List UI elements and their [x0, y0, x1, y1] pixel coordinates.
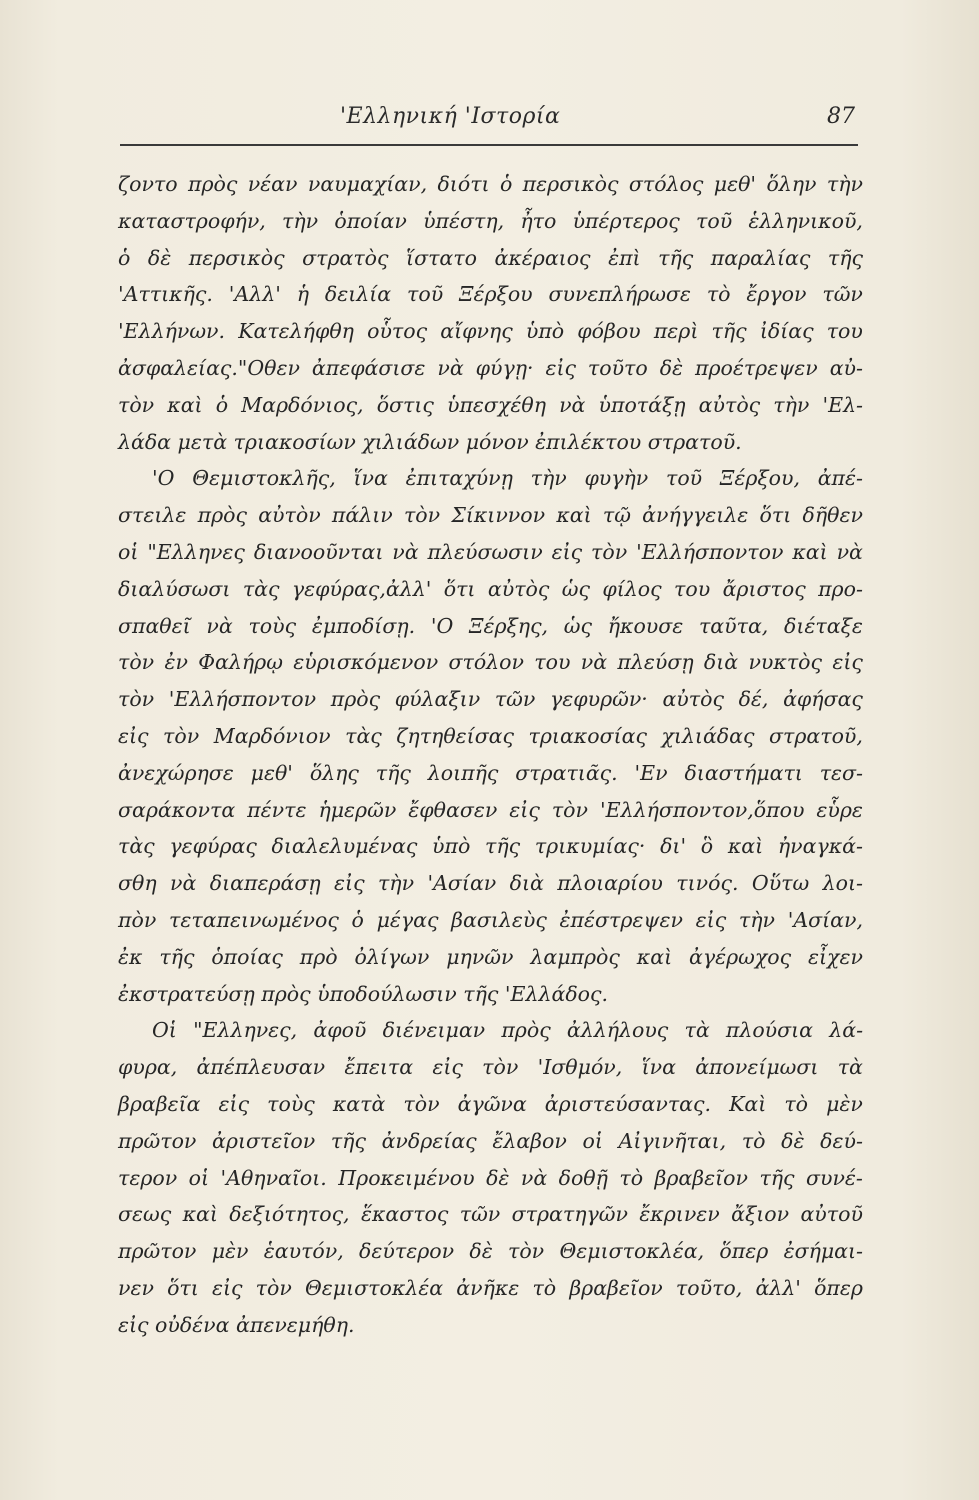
text-line: διαλύσωσι τὰς γεφύρας,ἀλλ' ὅτι αὐτὸς ὡς φίλος του ἄριστος προ-: [118, 576, 863, 601]
text-line: τερον οἱ 'Αθηναῖοι. Προκειμένου δὲ νὰ δοθῇ τὸ βραβεῖον τῆς συνέ-: [118, 1165, 863, 1190]
text-line: βραβεῖα εἰς τοὺς κατὰ τὸν ἀγῶνα ἀριστεύσαντας. Καὶ τὸ μὲν: [118, 1091, 863, 1116]
running-header: [340, 104, 855, 140]
text-line: τὰς γεφύρας διαλελυμένας ὑπὸ τῆς τρικυμίας· δι' ὃ καὶ ἠναγκά-: [118, 834, 863, 859]
text-line: φυρα, ἀπέπλευσαν ἔπειτα εἰς τὸν 'Ισθμόν, ἵνα ἀπονείμωσι τὰ: [118, 1055, 863, 1080]
text-line: εἰς τὸν Μαρδόνιον τὰς ζητηθείσας τριακοσίας χιλιάδας στρατοῦ,: [118, 723, 863, 748]
running-title: 'Ελληνική 'Ιστορία: [340, 104, 561, 129]
text-line: ἐκστρατεύσῃ πρὸς ὑποδούλωσιν τῆς 'Ελλάδος.: [118, 981, 609, 1006]
text-line: ἀσφαλείας."Οθεν ἀπεφάσισε νὰ φύγῃ· εἰς τοῦτο δὲ προέτρεψεν αὐ-: [118, 355, 863, 380]
text-line: τὸν 'Ελλήσποντον πρὸς φύλαξιν τῶν γεφυρῶν· αὐτὸς δέ, ἀφήσας: [118, 687, 863, 712]
text-line: λάδα μετὰ τριακοσίων χιλιάδων μόνον ἐπιλέκτου στρατοῦ.: [118, 429, 742, 454]
page-number: 87: [827, 104, 855, 129]
text-line: ἀνεχώρησε μεθ' ὅλης τῆς λοιπῆς στρατιᾶς. 'Εν διαστήματι τεσ-: [118, 760, 863, 785]
text-line: ζοντο πρὸς νέαν ναυμαχίαν, διότι ὁ περσικὸς στόλος μεθ' ὅλην τὴν: [118, 172, 863, 196]
text-line: εἰς οὐδένα ἀπενεμήθη.: [118, 1312, 355, 1337]
text-line: ἐκ τῆς ὁποίας πρὸ ὀλίγων μηνῶν λαμπρὸς καὶ ἀγέρωχος εἶχεν: [118, 944, 863, 969]
header-rule: [120, 144, 858, 146]
text-line: νεν ὅτι εἰς τὸν Θεμιστοκλέα ἀνῆκε τὸ βραβεῖον τοῦτο, ἀλλ' ὅπερ: [118, 1275, 863, 1300]
text-line: 'Ελλήνων. Κατελήφθη οὗτος αἴφνης ὑπὸ φόβου περὶ τῆς ἰδίας του: [118, 319, 863, 344]
text-line: σαράκοντα πέντε ἡμερῶν ἔφθασεν εἰς τὸν 'Ελλήσποντον,ὅπου εὗρε: [118, 797, 863, 822]
body-text: [118, 166, 863, 1344]
text-line: τὸν καὶ ὁ Μαρδόνιος, ὅστις ὑπεσχέθη νὰ ὑποτάξῃ αὐτὸς τὴν 'Ελ-: [118, 392, 863, 417]
text-line: πρῶτον ἀριστεῖον τῆς ἀνδρείας ἔλαβον οἱ Αἰγινῆται, τὸ δὲ δεύ-: [118, 1128, 863, 1153]
text-line: ὁ δὲ περσικὸς στρατὸς ἵστατο ἀκέραιος ἐπὶ τῆς παραλίας τῆς: [118, 245, 863, 270]
text-line: τὸν ἐν Φαλήρῳ εὑρισκόμενον στόλον του νὰ πλεύσῃ διὰ νυκτὸς εἰς: [118, 650, 863, 675]
text-line: στειλε πρὸς αὐτὸν πάλιν τὸν Σίκιννον καὶ τῷ ἀνήγγειλε ὅτι δῆθεν: [118, 503, 863, 528]
text-line: σθη νὰ διαπεράσῃ εἰς τὴν 'Ασίαν διὰ πλοιαρίου τινός. Οὕτω λοι-: [118, 871, 863, 896]
text-line: 'Ο Θεμιστοκλῆς, ἵνα ἐπιταχύνῃ τὴν φυγὴν τοῦ Ξέρξου, ἀπέ-: [152, 466, 863, 491]
text-line: σπαθεῖ νὰ τοὺς ἐμποδίσῃ. 'Ο Ξέρξης, ὡς ἤκουσε ταῦτα, διέταξε: [118, 613, 863, 638]
text-line: καταστροφήν, τὴν ὁποίαν ὑπέστη, ἦτο ὑπέρτερος τοῦ ἑλληνικοῦ,: [118, 208, 863, 233]
text-line: πρῶτον μὲν ἑαυτόν, δεύτερον δὲ τὸν Θεμιστοκλέα, ὅπερ ἐσήμαι-: [118, 1239, 863, 1264]
text-line: Οἱ "Ελληνες, ἀφοῦ διένειμαν πρὸς ἀλλήλους τὰ πλούσια λά-: [152, 1018, 863, 1043]
text-line: σεως καὶ δεξιότητος, ἕκαστος τῶν στρατηγῶν ἔκρινεν ἄξιον αὐτοῦ: [118, 1202, 863, 1227]
text-line: 'Αττικῆς. 'Αλλ' ἡ δειλία τοῦ Ξέρξου συνεπλήρωσε τὸ ἔργον τῶν: [118, 282, 863, 307]
text-line: πὸν τεταπεινωμένος ὁ μέγας βασιλεὺς ἐπέστρεψεν εἰς τὴν 'Ασίαν,: [118, 907, 863, 932]
text-line: οἱ "Ελληνες διανοοῦνται νὰ πλεύσωσιν εἰς τὸν 'Ελλήσποντον καὶ νὰ: [118, 539, 863, 564]
